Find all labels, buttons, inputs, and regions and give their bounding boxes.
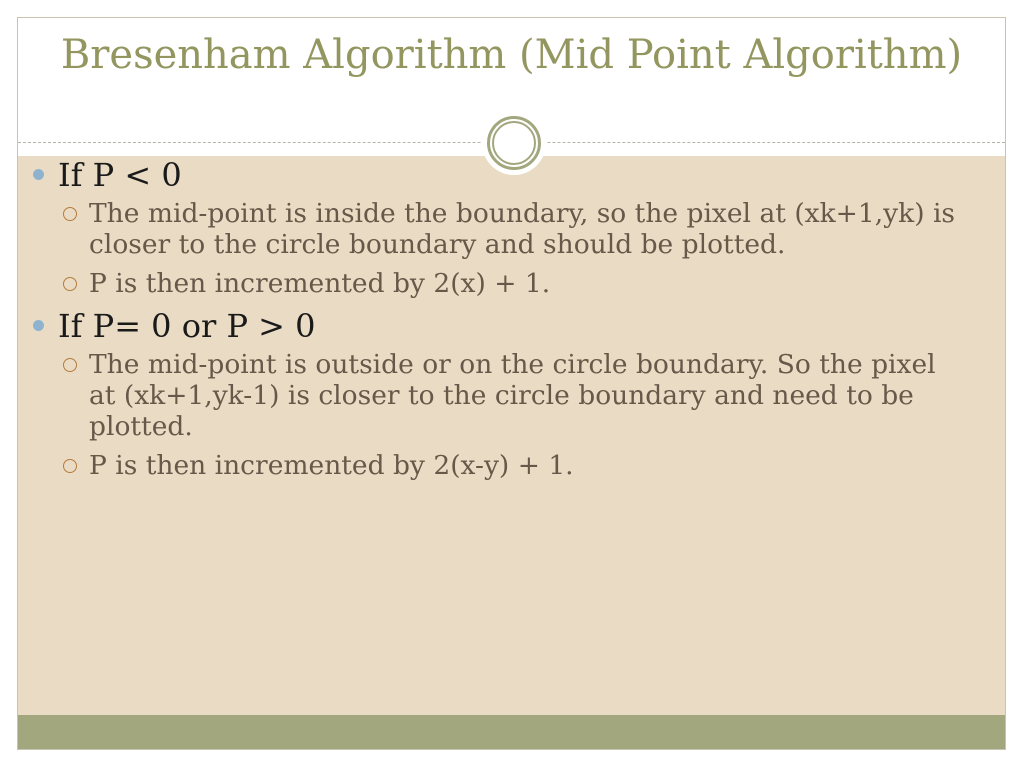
sub-bullet-text: P is then incremented by 2(x) + 1. (89, 268, 551, 299)
bullet-text: If P= 0 or P > 0 (58, 307, 316, 345)
hollow-ring-bullet-icon (63, 459, 77, 473)
sub-bullet-text: P is then incremented by 2(x-y) + 1. (89, 450, 574, 481)
sub-bullet-text: The mid-point is inside the boundary, so the pixel at (xk+1,yk) is closer to the circle boundary and should be plotted. (89, 198, 956, 260)
sub-bullet-item (30, 268, 970, 299)
sub-bullet-text: The mid-point is outside or on the circle boundary. So the pixel at (xk+1,yk-1) is closer to the circle boundary and need to be plotted. (89, 349, 936, 442)
bullet-list (30, 156, 970, 489)
hollow-ring-bullet-icon (63, 277, 77, 291)
bullet-text: If P < 0 (58, 156, 182, 194)
bullet-item (30, 307, 970, 345)
bullet-item (30, 156, 970, 194)
footer-bar (18, 715, 1005, 749)
filled-dot-bullet-icon (33, 169, 44, 180)
slide-title: Bresenham Algorithm (Mid Point Algorithm) (60, 32, 963, 78)
sub-bullet-item (30, 450, 970, 481)
sub-bullet-item (30, 349, 970, 442)
sub-bullet-item (30, 198, 970, 260)
hollow-ring-bullet-icon (63, 207, 77, 221)
filled-dot-bullet-icon (33, 320, 44, 331)
hollow-ring-bullet-icon (63, 358, 77, 372)
